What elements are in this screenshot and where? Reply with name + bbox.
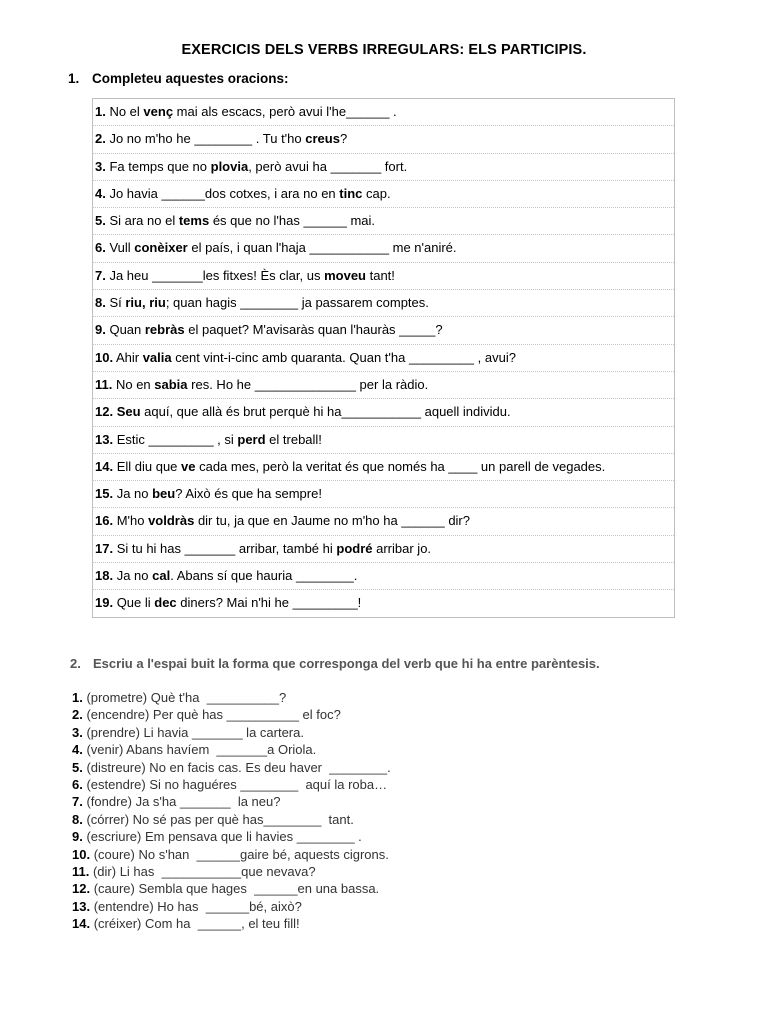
row-number: 6. [95, 240, 106, 256]
table-row [93, 562, 674, 589]
item-text: (prometre) Què t'ha __________? [82, 690, 287, 705]
row-number: 1. [95, 104, 106, 119]
row-number: 5. [95, 213, 106, 229]
row-number: 9. [95, 322, 106, 338]
verb-form: Seu [116, 404, 141, 420]
sentence-text: Estic _________ , si [113, 431, 238, 447]
row-number: 17. [95, 540, 114, 556]
verb-form: ve [181, 458, 196, 474]
exercise-table [92, 98, 675, 618]
item-number: 4. [72, 742, 83, 758]
row-number: 2. [95, 131, 106, 147]
section-2-heading-text: Escriu a l'espai buit la forma que corresponga del verb que hi ha entre parèntesis. [93, 656, 600, 671]
row-number: 13. [95, 431, 114, 447]
list-item [72, 741, 712, 758]
item-text: (créixer) Com ha ______, el teu fill! [90, 916, 300, 932]
item-text: (caure) Sembla que hages ______en una bassa. [90, 881, 380, 897]
table-row [93, 426, 674, 453]
item-number: 5. [72, 759, 83, 775]
table-row [93, 507, 674, 534]
item-number: 11. [72, 863, 90, 879]
item-text: (fondre) Ja s'ha _______ la neu? [82, 794, 281, 810]
section-1-number: 1. [68, 71, 80, 86]
verb-form: tinc [339, 185, 363, 201]
section-1-heading [68, 71, 289, 86]
verb-form: perd [237, 431, 266, 447]
sentence-text: Jo no m'ho he ________ . Tu t'ho [105, 131, 306, 147]
row-number: 19. [95, 595, 114, 611]
row-number: 4. [95, 185, 106, 201]
verb-form: cal [152, 568, 171, 584]
sentence-text: dir tu, ja que en Jaume no m'ho ha ______ dir? [194, 513, 470, 529]
sentence-text: cada mes, però la veritat és que només ha ____ un parell de vegades. [195, 458, 606, 474]
section-2-number: 2. [70, 656, 81, 671]
verb-form: moveu [324, 267, 366, 283]
item-text: (distreure) No en facis cas. Es deu haver ________. [82, 759, 391, 775]
sentence-text: Sí [105, 295, 126, 311]
sentence-text: Si tu hi has _______ arribar, també hi [113, 540, 337, 556]
list-item [72, 846, 712, 863]
sentence-text: Si ara no el [105, 213, 179, 229]
sentence-text: cap. [362, 185, 391, 201]
table-row [93, 153, 674, 180]
verb-form: creus [305, 131, 340, 147]
table-row [93, 535, 674, 562]
row-number: 16. [95, 513, 114, 529]
verb-form: rebràs [144, 322, 185, 338]
item-number: 2. [72, 707, 83, 723]
sentence-text: Ahir [113, 349, 143, 365]
sentence-text: . Abans sí que hauria ________. [170, 568, 358, 584]
sentence-text: Ja no [113, 486, 153, 502]
list-item [72, 706, 712, 723]
row-number: 18. [95, 568, 114, 584]
sentence-text: el país, i quan l'haja ___________ me n'aniré. [187, 240, 457, 256]
row-number: 15. [95, 486, 114, 502]
sentence-text: Quan [105, 322, 145, 338]
sentence-text: Ja no [113, 568, 153, 584]
sentence-text: Fa temps que no [105, 158, 211, 174]
list-item [72, 863, 712, 880]
item-text: (venir) Abans havíem _______a Oriola. [82, 742, 317, 758]
sentence-text: mai als escacs, però avui l'he______ . [173, 104, 397, 119]
list-item [72, 759, 712, 776]
verb-form: valia [142, 349, 172, 365]
row-number: 10. [95, 349, 114, 365]
section-1-heading-text: Completeu aquestes oracions: [92, 71, 289, 86]
list-item [72, 724, 712, 741]
sentence-text: el treball! [265, 431, 322, 447]
verb-form: plovia [210, 158, 249, 174]
list-item [72, 915, 712, 932]
list-item [72, 811, 712, 828]
table-row [93, 344, 674, 371]
row-number: 11. [95, 376, 113, 392]
item-number: 10. [72, 846, 91, 862]
item-text: (dir) Li has ___________que nevava? [89, 863, 316, 879]
row-number: 14. [95, 458, 114, 474]
item-text: (córrer) No sé pas per què has________ tant. [82, 811, 354, 827]
item-number: 7. [72, 794, 83, 810]
table-row [93, 99, 674, 125]
table-row [93, 289, 674, 316]
table-row [93, 125, 674, 152]
sentence-text: Que li [113, 595, 155, 611]
item-number: 8. [72, 811, 83, 827]
list-item [72, 828, 712, 845]
sentence-text: Ja heu _______les fitxes! Ès clar, us [105, 267, 325, 283]
sentence-text: el paquet? M'avisaràs quan l'hauràs _____? [184, 322, 443, 338]
sentence-text: aquí, que allà és brut perquè hi ha___________ aquell individu. [140, 404, 511, 420]
verb-form: tems [178, 213, 210, 229]
item-text: (coure) No s'han ______gaire bé, aquests cigrons. [90, 846, 389, 862]
sentence-text: M'ho [113, 513, 149, 529]
row-number: 3. [95, 158, 106, 174]
table-row [93, 262, 674, 289]
table-row [93, 234, 674, 261]
list-item [72, 689, 712, 706]
sentence-text: arribar jo. [372, 540, 432, 556]
sentence-text: cent vint-i-cinc amb quaranta. Quan t'ha _________ , avui? [171, 349, 516, 365]
item-number: 1. [72, 690, 83, 705]
verb-form: venç [143, 104, 174, 119]
verb-form: podré [336, 540, 373, 556]
sentence-text: diners? Mai n'hi he _________! [176, 595, 362, 611]
sentence-text: Jo havia ______dos cotxes, i ara no en [105, 185, 340, 201]
sentence-text: tant! [366, 267, 395, 283]
item-number: 3. [72, 724, 83, 740]
item-number: 13. [72, 898, 91, 914]
verb-form: beu [152, 486, 176, 502]
item-number: 6. [72, 776, 83, 792]
sentence-text: No el [105, 104, 144, 119]
sentence-text: ? Això és que ha sempre! [175, 486, 322, 502]
verb-form: dec [154, 595, 177, 611]
section-2-heading [70, 656, 600, 671]
row-number: 7. [95, 267, 106, 283]
sentence-text: ? [339, 131, 348, 147]
sentence-text: és que no l'has ______ mai. [209, 213, 376, 229]
sentence-text: Ell diu que [113, 458, 182, 474]
list-item [72, 880, 712, 897]
sentence-text: Vull [105, 240, 135, 256]
item-text: (escriure) Em pensava que li havies ________ . [82, 829, 362, 845]
item-number: 9. [72, 829, 83, 845]
verb-form: sabia [154, 376, 188, 392]
exercise-list [72, 689, 712, 932]
table-row [93, 316, 674, 343]
table-row [93, 480, 674, 507]
sentence-text: res. Ho he ______________ per la ràdio. [187, 376, 429, 392]
item-text: (entendre) Ho has ______bé, això? [90, 898, 302, 914]
sentence-text: No en [112, 376, 155, 392]
item-text: (estendre) Si no haguéres ________ aquí la roba… [82, 776, 388, 792]
row-number: 12. [95, 404, 114, 420]
table-row [93, 398, 674, 425]
table-row [93, 453, 674, 480]
verb-form: riu, riu [125, 295, 166, 311]
table-row [93, 371, 674, 398]
list-item [72, 793, 712, 810]
list-item [72, 776, 712, 793]
page-title: EXERCICIS DELS VERBS IRREGULARS: ELS PARTICIPIS. [181, 42, 587, 58]
item-text: (prendre) Li havia _______ la cartera. [82, 724, 304, 740]
sentence-text: , però avui ha _______ fort. [248, 158, 408, 174]
verb-form: voldràs [148, 513, 195, 529]
table-row [93, 589, 674, 616]
table-row [93, 180, 674, 207]
row-number: 8. [95, 295, 106, 311]
list-item [72, 898, 712, 915]
table-row [93, 207, 674, 234]
item-number: 12. [72, 881, 91, 897]
item-number: 14. [72, 916, 91, 932]
item-text: (encendre) Per què has __________ el foc? [82, 707, 341, 723]
sentence-text: ; quan hagis ________ ja passarem comptes. [165, 295, 429, 311]
verb-form: conèixer [134, 240, 188, 256]
